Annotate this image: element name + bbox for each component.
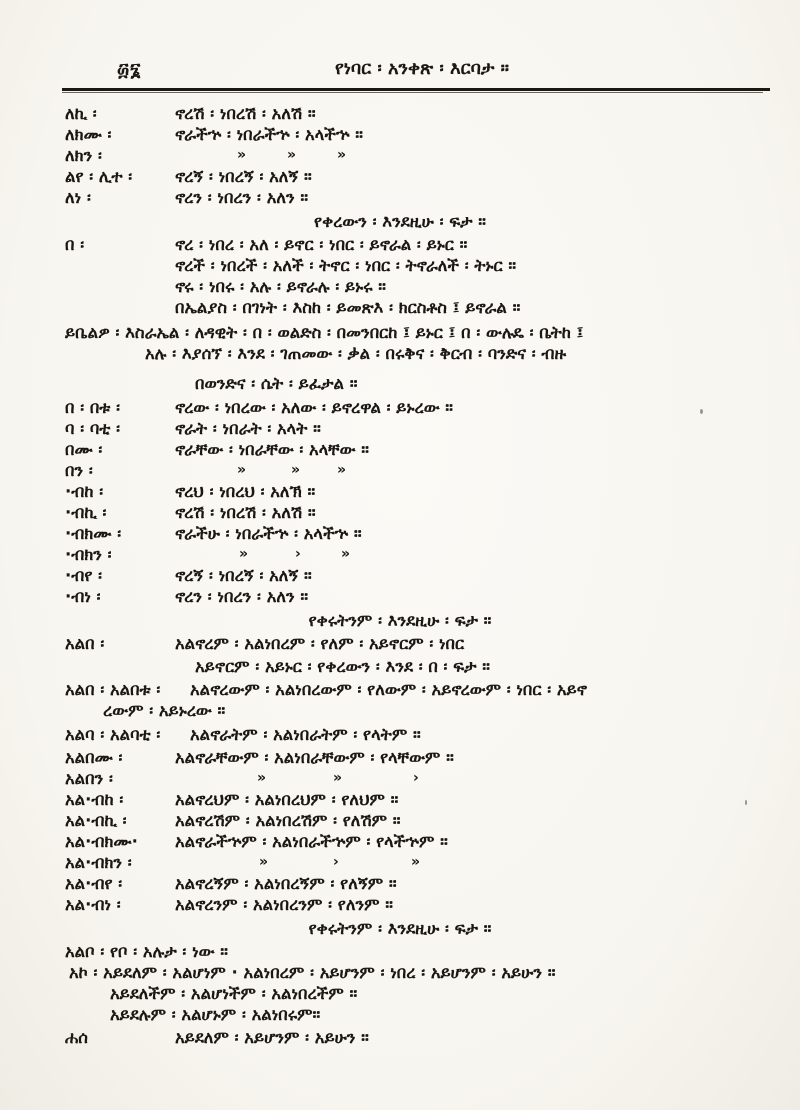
row-label: ለክን ፡: [65, 146, 102, 165]
row-label: አል·ብከ ፡: [65, 790, 124, 809]
row-label: ለነ ፡: [65, 188, 91, 207]
row-label: አልበን ፡: [65, 769, 113, 788]
paradigm-row: [65, 124, 765, 145]
row-label: ሐሰ: [65, 1028, 88, 1047]
paradigm-row: [65, 166, 765, 187]
row-text: አኮ ፡ አይደለም ፡ አልሆነም · አልነበረም ፡ አይሆንም ፡ ነበረ ፡ አይሆንም ፡ አይሁን ።: [69, 963, 556, 982]
row-text: ኖረ ፡ ነበረ ፡ አለ ፡ ይኖር ፡ ነበር ፡ ይኖራል ፡ ይኑር ።: [175, 235, 468, 254]
ditto-mark: »: [291, 462, 301, 478]
row-text: አልኖረህም ፡ አልነበረህም ፡ የለህም ።: [175, 790, 399, 809]
paragraph-line: [65, 962, 765, 983]
row-text: ኖራችኍ ፡ ነበራችኍ ፡ አላችኍ ።: [175, 125, 363, 144]
row-label: አል·ብነ ፡: [65, 895, 121, 914]
paradigm-row: [65, 724, 765, 745]
section-header: [65, 610, 735, 631]
ditto-mark: »: [341, 546, 351, 562]
row-label: ·ብከ ፡: [65, 482, 104, 501]
page-number: ፴፮: [117, 60, 142, 81]
paradigm-row: [65, 481, 765, 502]
row-text: አልቦ ፡ የቦ ፡ አሉታ ፡ ነው ።: [65, 942, 228, 961]
paradigm-row: [65, 397, 765, 418]
row-label: በ ፡: [65, 235, 85, 254]
row-text: ኖረሽ ፡ ነበረሽ ፡ አለሽ ።: [175, 503, 316, 522]
paragraph-line: [65, 941, 765, 962]
paradigm-row: [65, 873, 765, 894]
paragraph-line: [65, 1004, 765, 1025]
header-rule: [62, 88, 770, 93]
row-text: ኖረን ፡ ነበረን ፡ አለን ።: [175, 587, 309, 606]
header-rule-echo: [62, 92, 763, 93]
row-text: አልኖረም ፡ አልነበረም ፡ የለም ፡ አይኖርም ፡ ነበር: [175, 634, 465, 653]
row-label: አልበ ፡ አልበቱ ፡: [65, 680, 161, 699]
row-text: ይቤልዎ ፡ እስራኤል ፡ ለዳዊት ፡ በ ፡ ወልድስ ፡ በመንበርከ ፤ ይኑር ፤ በ ፡ ውሉዴ ፡ ቤትከ ፤: [65, 323, 584, 342]
row-text: አልኖራቸውም ፡ አልነበራቸውም ፡ የላቸውም ።: [175, 748, 454, 767]
row-label: ·ብነ ፡: [65, 587, 101, 606]
row-label: ·ብክን ፡: [65, 545, 112, 564]
row-label: በ ፡ በቱ ፡: [65, 398, 121, 417]
paragraph-line: [65, 373, 765, 394]
ditto-mark: »: [237, 147, 247, 163]
ditto-mark: »: [237, 462, 247, 478]
section-header-text: የቀሩትንም ፡ እንደዚሁ ፡ ፍታ ።: [308, 611, 492, 630]
paragraph-line: [65, 700, 765, 721]
ditto-mark: »: [333, 770, 343, 786]
row-label: አል·ብክን ፡: [65, 853, 132, 872]
row-text: ኖረህ ፡ ነበረህ ፡ አለኽ ።: [175, 482, 316, 501]
page-title: የነባር ፡ አንቀጽ ፡ እርባታ ።: [335, 58, 510, 79]
paradigm-row: [65, 502, 765, 523]
row-label: ·ብኪ ፡: [65, 503, 107, 522]
row-text: አይደለችም ፡ አልሆነችም ፡ አልነበረችም ።: [110, 984, 358, 1003]
paradigm-row: [65, 565, 765, 586]
paradigm-row: [65, 810, 765, 831]
row-label: አል·ብኪ ፡: [65, 811, 127, 830]
section-header: [65, 211, 735, 232]
row-text: አልኖራችኍም ፡ አልነበራችኍም ፡ የላችኍም ።: [175, 832, 448, 851]
row-text: ኖረኝ ፡ ነበረኝ ፡ አለኝ ።: [175, 167, 312, 186]
row-label: አልበሙ ፡: [65, 748, 123, 767]
paradigm-row: [65, 418, 765, 439]
paradigm-row: [65, 747, 765, 768]
row-label: አልበ ፡: [65, 634, 105, 653]
row-text: አሉ ፡ እያሰኘ ፡ እንደ ፡ ገጠመው ፡ ቃል ፡ በሩቅና ፡ ቅርብ ፡ ባንድና ፡ ብዙ: [145, 344, 567, 363]
row-text: አይደሉም ፡ አልሆኑም ፡ አልነበሩም።: [110, 1005, 321, 1024]
ditto-mark: »: [337, 462, 347, 478]
ditto-mark: »: [257, 770, 267, 786]
row-text: አይደለም ፡ አይሆንም ፡ አይሁን ።: [175, 1028, 369, 1047]
row-text: አልኖረንም ፡ አልነበረንም ፡ የለንም ።: [175, 895, 394, 914]
row-label: አልባ ፡ አልባቲ ፡: [65, 725, 161, 744]
ditto-mark: ›: [413, 770, 419, 786]
paradigm-row: [65, 187, 765, 208]
ditto-mark: ›: [295, 546, 301, 562]
row-text: አልኖረሽም ፡ አልነበረሽም ፡ የለሽም ።: [175, 811, 401, 830]
row-label: በሙ ፡: [65, 440, 103, 459]
scan-speck: [700, 409, 703, 414]
row-text: ኖሩ ፡ ነበሩ ፡ አሉ ፡ ይኖራሉ ፡ ይኑሩ ።: [175, 277, 386, 296]
ditto-mark: ›: [333, 854, 339, 870]
paragraph-line: [65, 983, 765, 1004]
ditto-row: [65, 544, 765, 565]
paradigm-row: [65, 894, 765, 915]
paradigm-row: [65, 234, 765, 255]
paradigm-row: [65, 586, 765, 607]
ditto-mark: »: [411, 854, 421, 870]
page-body: [65, 103, 765, 1048]
section-header-text: የቀሩትንም ፡ እንደዚሁ ፡ ፍታ ።: [308, 919, 492, 938]
row-label: በን ፡: [65, 461, 93, 480]
row-label: ባ ፡ ባቲ ፡: [65, 419, 121, 438]
row-text: ረውም ፡ አይኑረው ።: [103, 701, 226, 720]
ditto-row: [65, 768, 765, 789]
section-header-text: የቀረውን ፡ እንደዚሁ ፡ ፍታ ።: [314, 212, 486, 231]
paradigm-row: [65, 633, 765, 654]
row-label: ·ብየ ፡: [65, 566, 103, 585]
row-text: ኖረች ፡ ነበረች ፡ አለች ፡ ትኖር ፡ ነበር ፡ ትኖራለች ፡ ትኑር ።: [175, 256, 517, 275]
row-text: ኖራቸው ፡ ነበራቸው ፡ አላቸው ።: [175, 440, 369, 459]
continuation-line: [65, 297, 765, 318]
header-rule-bar: [62, 88, 770, 91]
row-text: ኖራችሁ ፡ ነበራችኍ ፡ አላችኍ ።: [175, 524, 362, 543]
row-text: ኖራት ፡ ነበራት ፡ አላት ።: [175, 419, 321, 438]
ditto-row: [65, 145, 765, 166]
ditto-row: [65, 460, 765, 481]
paragraph-line: [65, 343, 765, 364]
ditto-mark: »: [259, 854, 269, 870]
row-text: አልኖራትም ፡ አልነበራትም ፡ የላትም ።: [190, 725, 421, 744]
row-label: ·ብክሙ ፡: [65, 524, 122, 543]
row-text: ኖረኝ ፡ ነበረኝ ፡ አለኝ ።: [175, 566, 312, 585]
paradigm-row: [65, 523, 765, 544]
row-text: ኖረው ፡ ነበረው ፡ አለው ፡ ይኖረዋል ፡ ይኑረው ።: [175, 398, 453, 417]
row-label: ለክሙ ፡: [65, 125, 112, 144]
row-text: በኤልያስ ፡ በገነት ፡ እስከ ፡ ይመጽእ ፡ ክርስቶስ ፤ ይኖራል ።: [175, 298, 521, 317]
ditto-mark: »: [337, 147, 347, 163]
section-header: [65, 918, 735, 939]
row-text: በወንድና ፡ ሴት ፡ ይፈታል ።: [195, 374, 358, 393]
row-text: ኖረን ፡ ነበረን ፡ አለን ።: [175, 188, 309, 207]
ditto-mark: »: [287, 147, 297, 163]
row-label: አል·ብየ ፡: [65, 874, 123, 893]
paradigm-row: [65, 1027, 765, 1048]
row-text: አልኖረውም ፡ አልነበረውም ፡ የለውም ፡ አይኖረውም ፡ ነበር ፡ አይኖ: [190, 680, 587, 699]
row-label: ለኪ ፡: [65, 104, 97, 123]
row-label: ልየ ፡ ሊተ ፡: [65, 167, 133, 186]
paradigm-row: [65, 439, 765, 460]
paradigm-row: [65, 831, 765, 852]
paragraph-line: [65, 322, 765, 343]
ditto-mark: »: [239, 546, 249, 562]
row-text: ኖረሽ ፡ ነበረሽ ፡ አለሽ ።: [175, 104, 316, 123]
continuation-line: [65, 656, 765, 677]
row-label: አል·ብክሙ·: [65, 832, 138, 851]
paradigm-row: [65, 103, 765, 124]
scan-speck: [745, 800, 747, 805]
continuation-line: [65, 276, 765, 297]
paradigm-row: [65, 679, 765, 700]
ditto-row: [65, 852, 765, 873]
paradigm-row: [65, 789, 765, 810]
row-text: አይኖርም ፡ አይኑር ፡ የቀረውን ፡ እንደ ፡ በ ፡ ፍታ ።: [195, 657, 490, 676]
row-text: አልኖረኝም ፡ አልነበረኝም ፡ የለኝም ።: [175, 874, 397, 893]
continuation-line: [65, 255, 765, 276]
